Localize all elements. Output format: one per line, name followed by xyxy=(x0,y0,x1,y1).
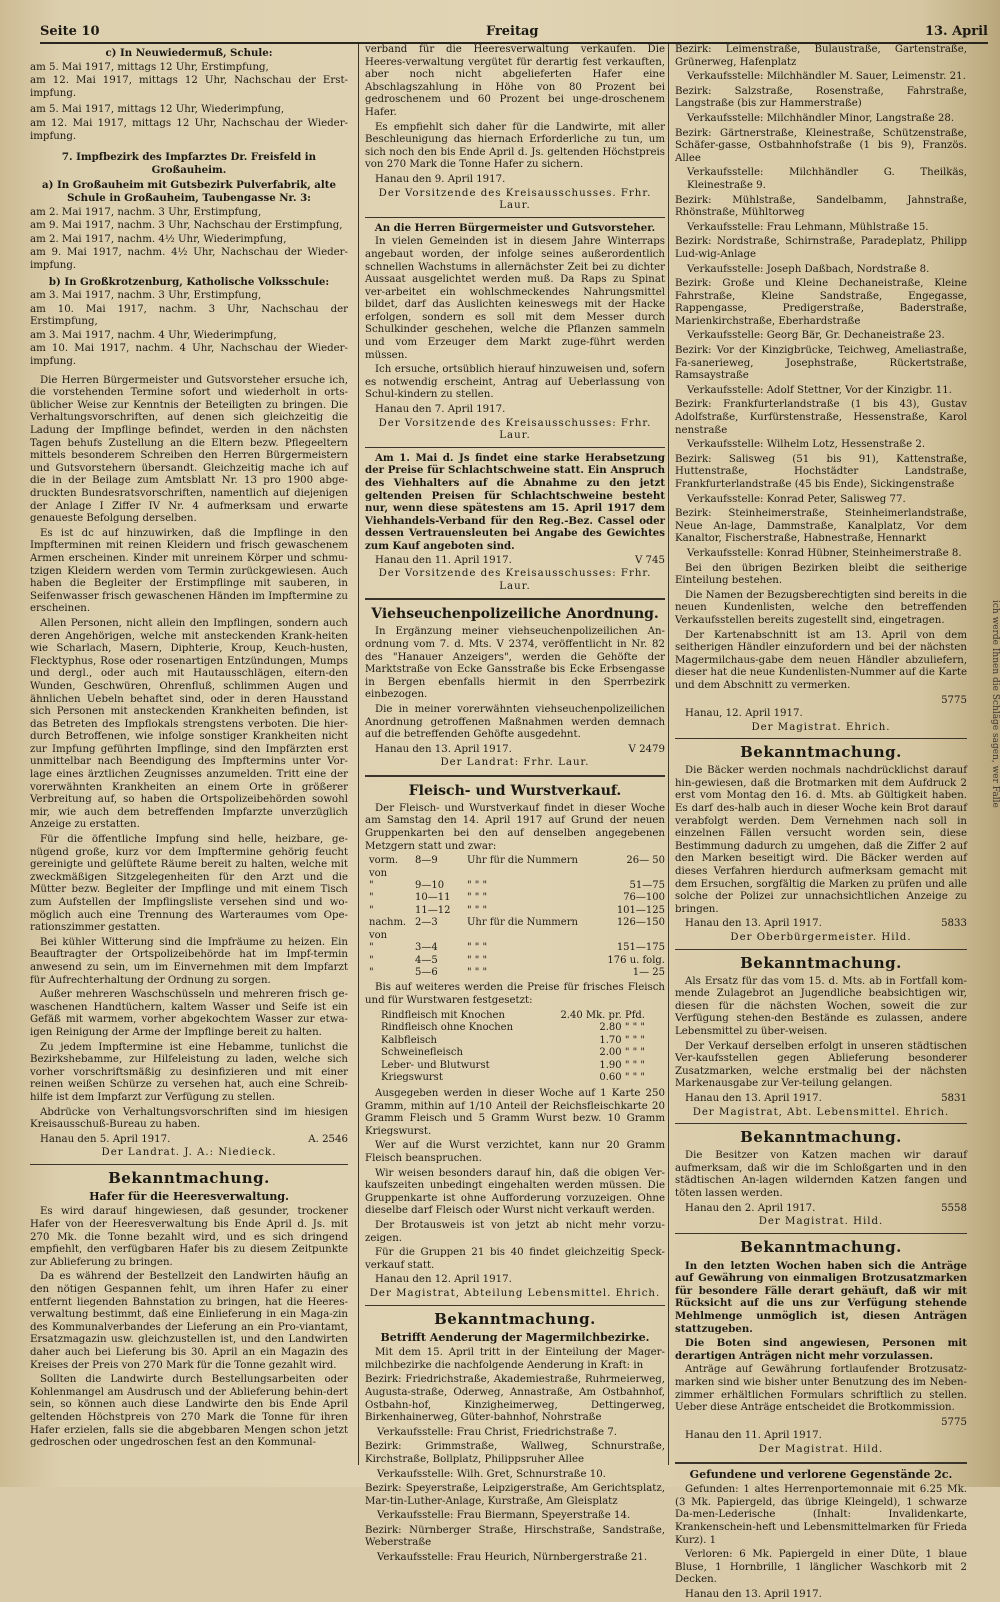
divider xyxy=(365,217,665,218)
paragraph: In Ergänzung meiner viehseuchenpolizeilichen An-ordnung vom 7. d. Mts. V 2374, veröffentlicht in Nr. 82 des "Hanauer Anzeigers", werden die Gehöfte der Marktstraße von Ecke Gansstraße bis Ecke Erbsengasse in Bergen ebenfalls hiermit in den Sperrbezirk einbezogen. xyxy=(365,626,665,701)
schedule-line: am 12. Mai 1917, mittags 12 Uhr, Nachschau der Wieder-impfung. xyxy=(30,117,348,142)
district-list: Bezirk: Leimenstraße, Bulaustraße, Gartenstraße, Grünerweg, Hafenplatz xyxy=(675,44,967,68)
notice-title: Bekanntmachung. xyxy=(740,743,902,762)
paragraph: Bis auf weiteres werden die Preise für frisches Fleisch und für Wurstwaren festgesetzt: xyxy=(365,982,665,1006)
date: Hanau den 13. April 1917. xyxy=(685,1092,822,1104)
district-list: Bezirk: Gärtnerstraße, Kleinestraße, Schützenstraße, Schäfer-gasse, Ostbahnhofstraße (1 bis 9), Französ. Allee xyxy=(675,127,967,164)
divider xyxy=(675,1233,967,1234)
date-line: Hanau den 9. April 1917. xyxy=(375,173,506,185)
sales-point: Verkaufsstelle: Adolf Stettner, Vor der Kinzigbr. 11. xyxy=(687,384,952,396)
issue-date: 13. April xyxy=(924,23,988,39)
notice-subtitle: Betrifft Aenderung der Magermilchbezirke. xyxy=(380,1330,650,1344)
signature: Der Magistrat. Hild. xyxy=(758,1216,884,1228)
schedule-row: " 9—10 " " " 51—75 xyxy=(369,880,665,892)
date-line: Hanau den 7. April 1917. xyxy=(375,404,506,416)
price-list xyxy=(365,1010,665,1086)
notice-title: Bekanntmachung. xyxy=(740,1128,902,1147)
district-list: Bezirk: Frankfurterlandstraße (1 bis 43), Gustav Adolfstraße, Kurfürstenstraße, Hessenstraße, Karol nenstraße xyxy=(675,399,967,436)
paragraph: Bei den übrigen Bezirken bleibt die seitherige Einteilung bestehen. xyxy=(675,562,967,587)
paragraph: In vielen Gemeinden ist in diesem Jahre Winterraps angebaut worden, der infolge seines außerordentlich schnellen Wachstums in allernächster Zeit bei zu dichter Aussaat ausgelichtet werden muß. Da Raps zu Spinat ver-arbeitet ein wohlschmeckendes Nahrungsmittel bildet, darf das Auslichten keineswegs mit der Hacke erfolgen, sondern es soll mit dem Messer durch Schulkinder geschehen, welche die Pflanzen sammeln und vom Erzeuger dem Markt zuge-führt werden müssen. xyxy=(365,236,665,361)
sales-point: Verkaufsstelle: Frau Biermann, Speyerstraße 14. xyxy=(377,1510,631,1522)
paragraph: Zu jedem Impftermine ist eine Hebamme, tunlichst die Bezirkshebamme, zur Hilfeleistung zu laden, welche sich vorher vorschriftsmäßig zu desinfizieren und mit einer reinen weißen Schürze zu versehen hat, auch eine Schreib-hilfe ist dem Impfarzt zur Verfügung zu stellen. xyxy=(30,1041,348,1103)
paragraph: Für die Gruppen 21 bis 40 findet gleichzeitig Speck-verkauf statt. xyxy=(365,1247,665,1271)
signature: Der Magistrat. Hild. xyxy=(758,1444,884,1455)
sales-point: Verkaufsstelle: Konrad Peter, Salisweg 77. xyxy=(687,493,906,505)
district-list: Bezirk: Speyerstraße, Leipzigerstraße, Am Gerichtsplatz, Mar-tin-Luther-Anlage, Kurstraße, Am Gleisplatz xyxy=(365,1483,665,1507)
notice-title: Bekanntmachung. xyxy=(740,953,902,972)
signature: Der Vorsitzende des Kreisausschusses: Frhr. Laur. xyxy=(378,568,652,592)
date-line: Hanau den 11. April 1917. xyxy=(685,1430,822,1442)
reference-number: 5833 xyxy=(941,918,967,930)
paragraph: Der Kartenabschnitt ist am 13. April von dem seitherigen Händler einzufordern und bei der nächsten Magermilchaus-gabe dem neuen Händler abzuliefern, dieser hat die neue Kundenlisten-Nummer auf die Karte und dem Abschnitt zu vermerken. xyxy=(675,629,967,691)
paragraph: Als Ersatz für das vom 15. d. Mts. ab in Fortfall kom-mende Zulagebrot an Jugendliche beabsichtigen wir, diesen für die nächsten Wochen, soweit die zur Verfügung stehen-den Bestände es zulassen, andere Lebensmittel zu über-weisen. xyxy=(675,975,967,1037)
paragraph: Allen Personen, nicht allein den Impflingen, sondern auch deren Angehörigen, welche mit ansteckenden Krank-heiten wie Scharlach, Masern, Diphterie, Kroup, Keuch-husten, Flecktyphus, Rose oder rosenartigen Entzündungen, Mumps und dergl., oder auch mit Hautausschlägen, eitern-den Wunden, Geschwüren, Ohrenfluß, schlimmen Augen und ähnlichen Uebeln behaftet sind, oder in deren Hausstand sich Personen mit ansteckenden Krankheiten befinden, ist das Betreten des Impflokals strengstens verboten. Die hier-durch Betroffenen, wie infolge sonstiger Krankheiten nicht zur Impfung geführten Impflinge, sind den Impfärzten erst unmittelbar nach Beendigung des Impftermins unter Vor-lage eines ärztlichen Zeugnisses anzumelden. Tritt eine der vorerwähnten Krankheiten an einem Orte in größerer Verbreitung auf, so haben die Ortspolizeibehörden sowohl mir, wie auch dem betreffenden Impfarzte unverzüglich Anzeige zu erstatten. xyxy=(30,617,348,831)
sales-point: Verkaufsstelle: Frau Heurich, Nürnbergerstraße 21. xyxy=(377,1552,648,1564)
paragraph: Mit dem 15. April tritt in der Einteilung der Mager-milchbezirke die nachfolgende Aenderung in Kraft: in xyxy=(365,1347,665,1371)
schedule-line: am 5. Mai 1917, mittags 12 Uhr, Wiederimpfung, xyxy=(30,104,285,116)
paragraph: Es ist dc auf hinzuwirken, daß die Impflinge in den Impfterminen mit reinen Kleidern und frisch gewaschenem Armen erscheinen. Kinder mit unreinem Körper und schmu-tzigen Kleidern werden vom Termin zurückgewiesen. Auch haben die Begleiter der Erstimpflinge mit sauberen, in Seifenwasser frisch gewaschenen Händen im Impftermine zu erscheinen. xyxy=(30,527,348,615)
reference-number: V 745 xyxy=(634,554,665,566)
schedule-line: am 2. Mai 1917, nachm. 4½ Uhr, Wiederimpfung, xyxy=(30,233,287,245)
divider xyxy=(30,1164,348,1165)
sales-point: Verkaufsstelle: Konrad Hübner, Steinheimerstraße 8. xyxy=(687,547,962,559)
price-row: Kriegswurst 0.60 " " " xyxy=(381,1072,645,1084)
date-line: Hanau den 12. April 1917. xyxy=(375,1274,512,1286)
signature: Der Vorsitzende des Kreisausschusses: Frhr. Laur. xyxy=(378,417,652,442)
notice-address: An die Herren Bürgermeister und Gutsvorsteher. xyxy=(374,221,656,234)
divider xyxy=(675,1123,967,1124)
signature: Der Vorsitzende des Kreisausschusses. Frhr. Laur. xyxy=(378,187,652,212)
paragraph: Anträge auf Gewährung fortlaufender Brotzusatz-marken sind wie bisher unter Benutzung des im Neben-zimmer erhältlichen Formulars schriftlich zu stellen. Ueber diese Anträge entscheidet die Brotkommission. xyxy=(675,1364,967,1414)
price-row: Schweinefleisch 2.00 " " " xyxy=(381,1047,645,1059)
date-line xyxy=(675,1203,967,1216)
date: Hanau den 5. April 1917. xyxy=(40,1133,171,1145)
reference-number: 5558 xyxy=(941,1202,967,1214)
notice-title: Viehseuchenpolizeiliche Anordnung. xyxy=(371,606,659,623)
reference-number: 5775 xyxy=(941,1416,967,1428)
divider xyxy=(365,598,665,600)
date: Hanau den 13. April 1917. xyxy=(375,743,512,755)
notice-title: Bekanntmachung. xyxy=(740,1237,902,1256)
district-list: Bezirk: Salisweg (51 bis 91), Kattenstraße, Huttenstraße, Hochstädter Landstraße, Frankfurterlandstraße (45 bis Ende), Sickingenstraße xyxy=(675,453,967,490)
schedule-line: am 5. Mai 1917, mittags 12 Uhr, Erstimpfung, xyxy=(30,61,269,73)
sales-point: Verkaufsstelle: Frau Lehmann, Mühlstraße 15. xyxy=(687,221,929,233)
divider xyxy=(365,775,665,777)
schedule-line: am 9. Mai 1917, nachm. 4½ Uhr, Nachschau der Wieder-impfung. xyxy=(30,247,348,271)
sales-point: Verkaufsstelle: Milchhändler M. Sauer, Leimenstr. 21. xyxy=(687,71,966,83)
sales-point: Verkaufsstelle: Joseph Daßbach, Nordstraße 8. xyxy=(687,263,930,275)
column-1 xyxy=(30,44,348,1465)
district-list: Bezirk: Friedrichstraße, Akademiestraße, Ruhrmeierweg, Augusta-straße, Oderweg, Annastraße, Am Ostbahnhof, Ostbahn-hof, Kinzigheimerweg, Dettingerweg, Birkenhainerweg, Güter-bahnhof, Nohrstraße xyxy=(365,1374,665,1424)
paragraph: Am 1. Mai d. Js findet eine starke Herabsetzung der Preise für Schlachtschweine statt. Ein Anspruch des Viehhalters auf die Abnahme zu den jetzt geltenden Preisen für Schlachtschweine besteht nur, wenn diese spätestens am 15. April 1917 dem Viehhandels-Verband für den Reg.-Bez. Cassel oder dessen Vertrauensleuten bei Angabe des Gewichtes zum Kauf angeboten sind. xyxy=(365,451,665,552)
signature: Der Magistrat, Abteilung Lebensmittel. Ehrich. xyxy=(369,1287,661,1299)
paragraph: Wer auf die Wurst verzichtet, kann nur 20 Gramm Fleisch beanspruchen. xyxy=(365,1140,665,1165)
schedule-line: am 2. Mai 1917, nachm. 3 Uhr, Erstimpfung, xyxy=(30,206,262,218)
price-row: Kalbfleisch 1.70 " " " xyxy=(381,1034,645,1046)
page-header xyxy=(40,20,988,44)
paragraph: In den letzten Wochen haben sich die Anträge auf Gewährung von einmaligen Brotzusatzmarken für besondere Fälle derart gehäuft, daß wir mit Rücksicht auf die uns zur Verfügung stehende Mehlmenge unmöglich ist, diesen Anträgen stattzugeben. xyxy=(675,1259,967,1335)
district-list: Bezirk: Mühlstraße, Sandelbamm, Jahnstraße, Rhönstraße, Mühltorweg xyxy=(675,194,967,219)
paragraph: Die Besitzer von Katzen machen wir darauf aufmerksam, daß wir die im Schloßgarten und in den städtischen An-lagen wildernden Katzen fangen und töten lassen werden. xyxy=(675,1150,967,1199)
paragraph: Es empfiehlt sich daher für die Landwirte, mit aller Beschleunigung das hiernach Erforderliche zu tun, um sich noch den bis Ende April d. Js. geltenden Höchstpreis von 270 Mark die Tonne Hafer zu sichern. xyxy=(365,121,665,171)
schedule-row: " 3—4 " " " 151—175 xyxy=(369,942,665,954)
schedule-row: " 10—11 " " " 76—100 xyxy=(369,892,665,904)
lost-found-title: Gefundene und verlorene Gegenstände 2c. xyxy=(689,1467,953,1481)
signature: Der Oberbürgermeister. Hild. xyxy=(730,932,912,943)
weekday: Freitag xyxy=(485,23,539,39)
paragraph: Außer mehreren Waschschüsseln und mehreren frisch ge-waschenen Handtüchern, kaltem Wasser und Seife ist ein Gefäß mit warmem, vorher abgekochtem Wasser zur etwa-igen Reinigung der Arme der Impflinge bereit zu halten. xyxy=(30,989,348,1038)
paragraph: Der Verkauf derselben erfolgt in unseren städtischen Ver-kaufsstellen gegen Ablieferung besonderer Zusatzmarken, welche erstmalig bei der nächsten Markenausgabe zur Ver-teilung gelangen. xyxy=(675,1040,967,1090)
paragraph: Abdrücke von Verhaltungsvorschriften sind im hiesigen Kreisausschuß-Bureau zu haben. xyxy=(30,1106,348,1131)
district-list: Bezirk: Nürnberger Straße, Hirschstraße, Sandstraße, Weberstraße xyxy=(365,1524,665,1549)
date-line xyxy=(365,744,665,757)
paragraph: Sollten die Landwirte durch Bestellungsarbeiten oder Kohlenmangel am Ausdrusch und der Ablieferung behin-dert sein, so können auch diese Landwirte den bis Ende April geltenden Höchstpreis von 270 Mark die Tonne für ihren Hafer erzielen, falls sie die abgebbaren Mengen schon jetzt gedroschen oder ungedroschen fest an den Kommunal- xyxy=(30,1374,348,1449)
signature: Der Magistrat. Ehrich. xyxy=(751,721,891,733)
sales-point: Verkaufsstelle: Milchhändler Minor, Langstraße 28. xyxy=(687,112,955,124)
reference-number: 5831 xyxy=(941,1092,967,1104)
district-list: Bezirk: Nordstraße, Schirnstraße, Paradeplatz, Philipp Lud-wig-Anlage xyxy=(675,236,967,260)
paragraph: Die Namen der Bezugsberechtigten sind bereits in die neuen Kundenlisten, welche den betreffenden Verkaufsstellen bereits zugestellt sind, eingetragen. xyxy=(675,589,967,626)
paragraph: Die Boten sind angewiesen, Personen mit derartigen Anträgen nicht mehr vorzulassen. xyxy=(675,1337,967,1362)
schedule-row: vorm. von 8—9 Uhr für die Nummern 26— 50 xyxy=(369,855,665,879)
schedule-row: nachm. von 2—3 Uhr für die Nummern 126—150 xyxy=(369,917,665,941)
divider xyxy=(365,447,665,448)
section-heading: c) In Neuwiedermuß, Schule: xyxy=(105,47,273,59)
column-3 xyxy=(668,44,967,1600)
section-heading: a) In Großauheim mit Gutsbezirk Pulverfabrik, alte Schule in Großauheim, Taubengasse Nr. 3: xyxy=(42,179,336,204)
paragraph: Der Brotausweis ist von jetzt ab nicht mehr vorzu-zeigen. xyxy=(365,1220,665,1244)
paragraph: Ich ersuche, ortsüblich hierauf hinzuweisen und, sofern es notwendig erscheint, Antrag auf Ueberlassung von Schul-kindern zu stellen. xyxy=(365,364,665,401)
schedule-line: am 12. Mai 1917, mittags 12 Uhr, Nachschau der Erst-impfung. xyxy=(30,75,348,99)
notice-title: Fleisch- und Wurstverkauf. xyxy=(408,782,622,799)
schedule-line: am 3. Mai 1917, nachm. 4 Uhr, Wiederimpfung, xyxy=(30,329,277,341)
date: Hanau den 11. April 1917. xyxy=(375,554,512,566)
page-number: Seite 10 xyxy=(40,23,100,39)
notice-title: Bekanntmachung. xyxy=(108,1168,270,1187)
price-row: Rindfleisch ohne Knochen 2.80 " " " xyxy=(381,1022,645,1034)
date-line xyxy=(30,1134,348,1147)
district-list: Bezirk: Salzstraße, Rosenstraße, Fahrstraße, Langstraße (bis zur Hammerstraße) xyxy=(675,85,967,110)
sales-point: Verkaufsstelle: Wilhelm Lotz, Hessenstraße 2. xyxy=(687,439,926,451)
district-list: Bezirk: Steinheimerstraße, Steinheimerlandstraße, Neue An-lage, Dammstraße, Kanalplatz, Vor dem Kanaltor, Fischerstraße, Habnestraße, Hennarkt xyxy=(675,508,967,545)
notice-subtitle: Hafer für die Heeresverwaltung. xyxy=(89,1189,289,1203)
date-line xyxy=(365,555,665,568)
schedule-row: " 4—5 " " " 176 u. folg. xyxy=(369,954,665,966)
date: Hanau den 13. April 1917. xyxy=(685,918,822,930)
divider xyxy=(365,1305,665,1306)
schedule-line: am 10. Mai 1917, nachm. 4 Uhr, Nachschau der Wieder-impfung. xyxy=(30,343,348,368)
column-2 xyxy=(358,44,665,1564)
sales-point: Verkaufsstelle: Milchhändler G. Theilkäs, Kleinestraße 9. xyxy=(687,167,967,191)
schedule-row: " 5—6 " " " 1— 25 xyxy=(369,966,665,978)
signature: Der Landrat. J. A.: Niedieck. xyxy=(101,1147,277,1159)
date: Hanau den 2. April 1917. xyxy=(685,1202,816,1214)
price-row: Leber- und Blutwurst 1.90 " " " xyxy=(381,1059,645,1071)
reference-number: 5775 xyxy=(941,694,967,706)
paragraph: Der Fleisch- und Wurstverkauf findet in dieser Woche am Samstag den 14. April 1917 auf Grund der neuen Gruppenkarten bei den auf denselben angegebenen Metzgern statt und zwar: xyxy=(365,802,665,852)
paragraph: Wir weisen besonders darauf hin, daß die obigen Ver-kaufszeiten unbedingt eingehalten werden müssen. Die Gruppenkarte ist ohne Aufforderung vorzuzeigen. Ohne dieselbe darf Fleisch oder Wurst nicht verkauft werden. xyxy=(365,1167,665,1217)
paragraph: Ausgegeben werden in dieser Woche auf 1 Karte 250 Gramm, mithin auf 1/10 Anteil der Reichsfleischkarte 20 Gramm Fleisch und 5 Gramm Wurst bezw. 10 Gramm Kriegswurst. xyxy=(365,1088,665,1137)
schedule-line: am 10. Mai 1917, nachm. 3 Uhr, Nachschau der Erstimpfung, xyxy=(30,303,348,328)
section-heading: b) In Großkrotzenburg, Katholische Volksschule: xyxy=(48,275,330,288)
date-line xyxy=(675,918,967,931)
signature: Der Landrat: Frhr. Laur. xyxy=(440,757,590,769)
sales-point: Verkaufsstelle: Wilh. Gret, Schnurstraße 10. xyxy=(377,1468,606,1480)
notice-title: Bekanntmachung. xyxy=(434,1309,596,1328)
paragraph: Bei kühler Witterung sind die Impfräume zu heizen. Ein Beauftragter der Ortspolizeibehörde hat im Impf-termin anwesend zu sein, um im Einvernehmen mit dem Impfarzt für Aufrechterhaltung der Ordnung zu sorgen. xyxy=(30,936,348,986)
date-line xyxy=(675,1093,967,1106)
price-row: Rindfleisch mit Knochen 2.40 Mk. pr. Pfd. xyxy=(381,1009,645,1021)
date-line: Hanau, 12. April 1917. xyxy=(685,708,803,720)
paragraph: Verloren: 6 Mk. Papiergeld in einer Düte, 1 blaue Bluse, 1 Hornbrille, 1 länglicher Waschkorb mit 2 Decken. xyxy=(675,1549,967,1586)
district-list: Bezirk: Grimmstraße, Wallweg, Schnurstraße, Kirchstraße, Bollplatz, Philippsruher Allee xyxy=(365,1441,665,1465)
paragraph: Die Bäcker werden nochmals nachdrücklichst darauf hin-gewiesen, daß die Brotmarken mit dem Aufdruck 2 erst vom Montag den 16. d. Mts. ab Gültigkeit haben. Es darf des-halb auch in dieser Woche kein Brot darauf verabfolgt werden. Dem Vernehmen nach soll in einzelnen Fällen versucht worden sein, diese Bestimmung dadurch zu umgehen, daß die Ziffer 2 auf den Marken beseitigt wird. Die Bäcker werden auf dieses Verfahren hierdurch aufmerksam gemacht mit dem Ersuchen, sorgfältig die Marken zu prüfen und alle solche der Polizei zur unnachsichtlichen Anzeige zu bringen. xyxy=(675,765,967,915)
divider xyxy=(675,1462,967,1464)
reference-number: V 2479 xyxy=(628,743,665,755)
divider xyxy=(675,949,967,950)
date-line: Hanau den 13. April 1917. xyxy=(685,1588,822,1600)
signature: Der Magistrat, Abt. Lebensmittel. Ehrich. xyxy=(692,1106,950,1118)
schedule-line: am 9. Mai 1917, nachm. 3 Uhr, Nachschau der Erstimpfung, xyxy=(30,220,343,232)
paragraph: Für die öffentliche Impfung sind helle, heizbare, ge-nügend große, kurz vor dem Impftermine gehörig feucht gereinigte und gelüftete Räume bereit zu halten, welche mit zweckmäßigen Sitzgelegenheiten für den Arzt und die Mütter bezw. Begleiter der Impflinge und mit einem Tisch zum Aufstellen der Impflingsliste versehen sind und wo-möglich auch eine Trennung des Warteraumes vom Ope-rationszimmer gestatten. xyxy=(30,834,348,934)
district-heading: 7. Impfbezirk des Impfarztes Dr. Freisfeld in Großauheim. xyxy=(61,151,317,176)
district-list: Bezirk: Vor der Kinzigbrücke, Teichweg, Ameliastraße, Fa-sanerieweg, Josephstraße, Rückertstraße, Ramsaystraße xyxy=(675,345,967,382)
paragraph: Da es während der Bestellzeit den Landwirten häufig an den nötigen Gespannen fehlt, um ihren Hafer zu einer entfernt liegenden Bahnstation zu bringen, hat die Heeres-verwaltung bestimmt, daß eine Einlieferung in ein Maga-zin des Kommunalverbandes der Lieferung an ein Pro-viantamt, Ersatzmagazin usw. gleichzustellen ist, und den Landwirten daher auch bei Lieferung bis 30. April an ein Magazin des Kreises der Preis von 270 Mark für die Tonne gezahlt wird. xyxy=(30,1271,348,1371)
paragraph: verband für die Heeresverwaltung verkaufen. Die Heeres-verwaltung vergütet für derartig fest verkauften, aber noch nicht abgelieferten Hafer eine Abschlagszahlung in Höhe von 80 Prozent bei gedroschenem und 60 Prozent bei unge-droschenem Hafer. xyxy=(365,44,665,118)
paragraph: Es wird darauf hingewiesen, daß gesunder, trockener Hafer von der Heeresverwaltung bis Ende April d. Js. mit 270 Mk. die Tonne bezahlt wird, und es sich dringend empfiehlt, den verfügbaren Hafer bis zu diesem Zeitpunkte zur Ablieferung zu bringen. xyxy=(30,1206,348,1268)
adjacent-page-edge-text: ich werde Ihnen die Schläge sagen, wer Falle xyxy=(990,600,1000,808)
sales-point: Verkaufsstelle: Frau Christ, Friedrichstraße 7. xyxy=(377,1426,617,1438)
sales-schedule-table xyxy=(369,855,665,979)
schedule-row: " 11—12 " " " 101—125 xyxy=(369,904,665,916)
reference-number: A. 2546 xyxy=(308,1133,348,1145)
schedule-line: am 3. Mai 1917, nachm. 3 Uhr, Erstimpfung, xyxy=(30,290,262,302)
paragraph: Die Herren Bürgermeister und Gutsvorsteher ersuche ich, die vorstehenden Termine sofort und wiederholt in orts-üblicher Weise zur Kenntnis der Beteiligten zu bringen. Die Verhaltungsvorschriften, auf denen sich gleichzeitig die Ladung der Impflinge befindet, werden in den nächsten Tagen behufs Zustellung an die Eltern bezw. Pflegeeltern mittels besonderem Schreiben den Herren Bürgermeistern und Gutsvorstehern übersandt. Gleichzeitig mache ich auf die in der Beilage zum Amtsblatt Nr. 13 pro 1900 abge-druckten Bundesratsvorschriften, namentlich auf diejenigen der Anlage I Ziffer IV Nr. 4 aufmerksam und erwarte genaueste Befolgung derselben. xyxy=(30,374,348,525)
paragraph: Die in meiner vorerwähnten viehseuchenpolizeilichen Anordnung getroffenen Maßnahmen werden demnach auf die betreffenden Gehöfte ausgedehnt. xyxy=(365,703,665,741)
district-list: Bezirk: Große und Kleine Dechaneistraße, Kleine Fahrstraße, Kleine Sandstraße, Engegasse, Rappengasse, Predigerstraße, Baderstraße, Marienkirchstraße, Eberhardstraße xyxy=(675,278,967,327)
divider xyxy=(675,738,967,739)
sales-point: Verkaufsstelle: Georg Bär, Gr. Dechaneistraße 23. xyxy=(687,330,945,342)
paragraph: Gefunden: 1 altes Herrenportemonnaie mit 6.25 Mk. (3 Mk. Papiergeld, das übrige Kleingeld), 1 schwarze Da-men-Lederische (Inhalt: Invalidenkarte, Krankenschein-heft und Lebensmittelmarken für Frieda Kurz). 1 xyxy=(675,1484,967,1546)
